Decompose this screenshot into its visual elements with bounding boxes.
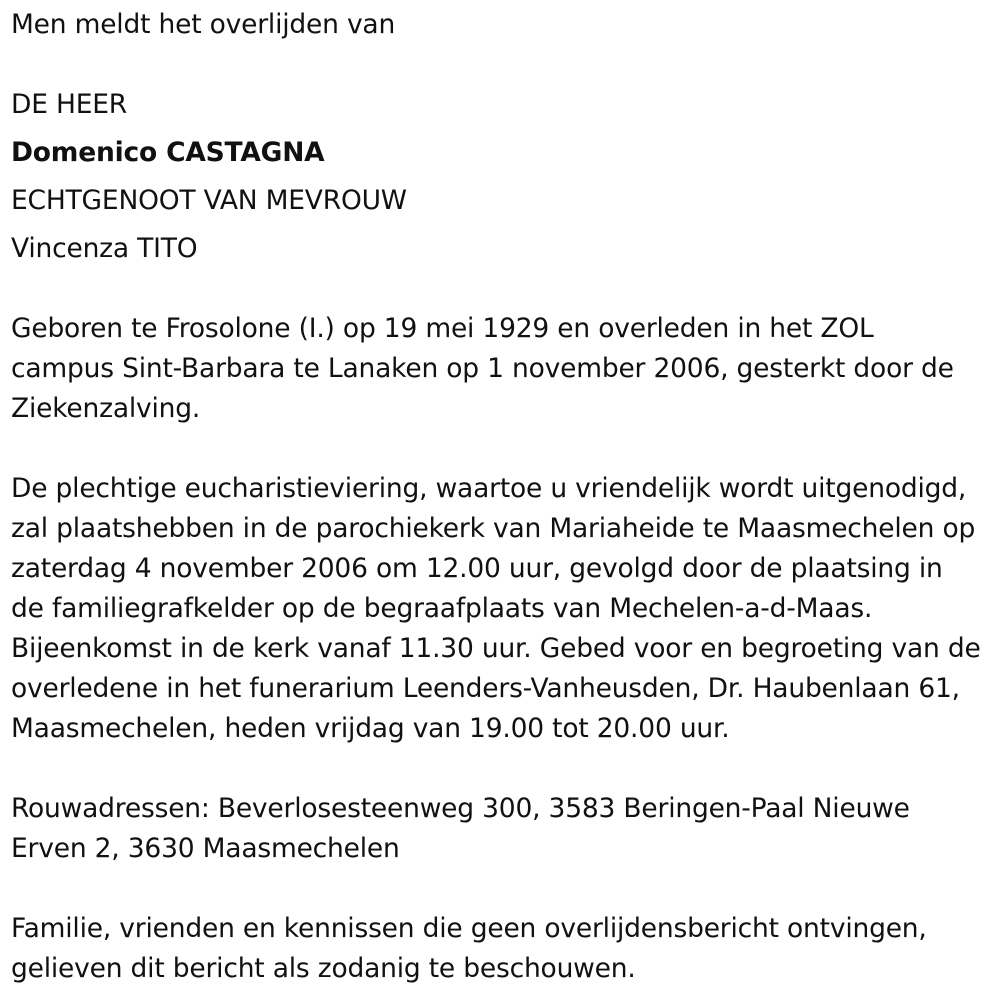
paragraph-line: De plechtige eucharistieviering, waartoe u vriendelijk wordt uitgenodigd, bbox=[11, 473, 967, 504]
paragraph-line: Bijeenkomst in de kerk vanaf 11.30 uur. Gebed voor en begroeting van de bbox=[11, 633, 981, 664]
paragraph-line: campus Sint-Barbara te Lanaken op 1 november 2006, gesterkt door de bbox=[11, 353, 954, 384]
paragraph-line: zaterdag 4 november 2006 om 12.00 uur, gevolgd door de plaatsing in bbox=[11, 553, 943, 584]
paragraph-line: de familiegrafkelder op de begraafplaats van Mechelen-a-d-Maas. bbox=[11, 593, 873, 624]
ceremony-paragraph bbox=[11, 469, 981, 749]
paragraph-line: Rouwadressen: Beverlosesteenweg 300, 3583 Beringen-Paal Nieuwe bbox=[11, 793, 910, 824]
paragraph-line: zal plaatshebben in de parochiekerk van Mariaheide te Maasmechelen op bbox=[11, 513, 976, 544]
deceased-name: Domenico CASTAGNA bbox=[11, 137, 325, 168]
paragraph-line: Geboren te Frosolone (I.) op 19 mei 1929 en overleden in het ZOL bbox=[11, 313, 874, 344]
title-prefix: DE HEER bbox=[11, 89, 127, 120]
paragraph-line: Ziekenzalving. bbox=[11, 393, 201, 424]
closing-paragraph bbox=[11, 909, 927, 989]
paragraph-line: Erven 2, 3630 Maasmechelen bbox=[11, 833, 400, 864]
intro-line: Men meldt het overlijden van bbox=[11, 9, 396, 40]
paragraph-line: overledene in het funerarium Leenders-Vanheusden, Dr. Haubenlaan 61, bbox=[11, 673, 960, 704]
paragraph-line: Familie, vrienden en kennissen die geen overlijdensbericht ontvingen, bbox=[11, 913, 927, 944]
addresses-paragraph bbox=[11, 789, 910, 869]
paragraph-line: Maasmechelen, heden vrijdag van 19.00 tot 20.00 uur. bbox=[11, 713, 730, 744]
birth-death-paragraph bbox=[11, 309, 954, 429]
spouse-prefix: ECHTGENOOT VAN MEVROUW bbox=[11, 185, 407, 216]
spouse-name: Vincenza TITO bbox=[11, 233, 198, 264]
paragraph-line: gelieven dit bericht als zodanig te beschouwen. bbox=[11, 953, 636, 984]
